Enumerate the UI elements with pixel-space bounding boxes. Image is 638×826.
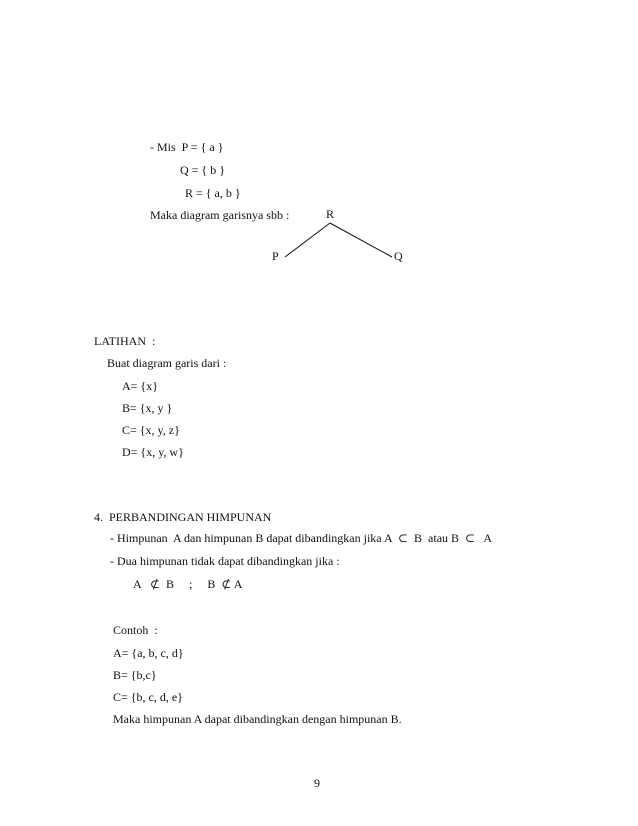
latihan-heading: LATIHAN :	[94, 334, 156, 348]
incomparable-formula: A ⊄ B ; B ⊄ A	[133, 577, 243, 591]
example-line-r: R = { a, b }	[185, 186, 241, 200]
contoh-conclusion: Maka himpunan A dapat dibandingkan dengan himpunan B.	[113, 712, 402, 726]
diagram-edge-r-p	[285, 223, 330, 257]
latihan-set-c: C= {x, y, z}	[122, 423, 180, 437]
subset-symbol: ⊂	[465, 531, 476, 545]
example-line-q: Q = { b }	[180, 163, 225, 177]
latihan-set-d: D= {x, y, w}	[122, 445, 184, 459]
example-line-p: - Mis P = { a }	[150, 140, 224, 154]
diagram-caption: Maka diagram garisnya sbb :	[150, 208, 290, 222]
page-number: 9	[314, 776, 320, 790]
contoh-set-b: B= {b,c}	[113, 668, 157, 682]
comparable-rule-text: - Himpunan A dan himpunan B dapat dibandingkan jika A	[110, 531, 398, 545]
contoh-set-c: C= {b, c, d, e}	[113, 690, 183, 704]
section4-heading: 4. PERBANDINGAN HIMPUNAN	[94, 510, 272, 524]
latihan-set-a: A= {x}	[122, 379, 158, 393]
diagram-node-r: R	[326, 207, 335, 221]
comparable-rule-mid: B atau B	[408, 531, 466, 545]
subset-symbol: ⊂	[397, 531, 409, 545]
incomparable-rule: - Dua himpunan tidak dapat dibandingkan jika :	[110, 554, 340, 568]
contoh-set-a: A= {a, b, c, d}	[113, 646, 184, 660]
latihan-instruction: Buat diagram garis dari :	[107, 356, 227, 370]
contoh-heading: Contoh :	[113, 623, 158, 637]
diagram-node-p: P	[272, 249, 279, 263]
comparable-rule	[110, 531, 492, 545]
comparable-rule-end: A	[475, 531, 493, 545]
diagram-node-q: Q	[394, 249, 403, 263]
diagram-edge-r-q	[330, 223, 392, 257]
latihan-set-b: B= {x, y }	[122, 401, 173, 415]
